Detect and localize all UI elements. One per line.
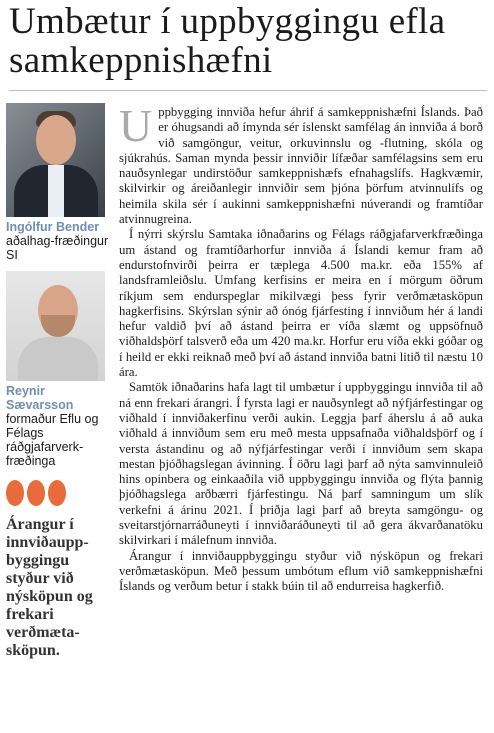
orange-dot-icon <box>27 480 45 506</box>
drop-cap: U <box>119 100 153 151</box>
paragraph-2: Í nýrri skýrslu Samtaka iðnaðarins og Félags ráðgjafarverkfræðinga um ástand og framtíðarhorfur innviða á Íslandi kemur fram að endurstofnvirði þeirra er tæplega 4.500 ma.kr. eða 155% af landsframleiðslu. Umfang kerfisins er meira en í mörgum öðrum ríkjum sem endurspeglar mikilvægi þess fyrir verðmætasköpun hagkerfisins. Skýrslan sýnir að ónóg fjárfesting í innviðum hér á landi hefur valdið því að ástand þeirra er víða slæmt og uppsöfnuð viðhaldsþörf talsverð eða um 420 ma.kr. Horfur eru víða ekki góðar og í heild er ekki reiknað með því að ástand innviða batni litið til næstu 10 ára. <box>119 227 483 380</box>
pullquote-dots <box>6 480 110 506</box>
paragraph-1 <box>119 100 483 227</box>
author-name: Ingólfur Bender <box>6 220 100 234</box>
author-photo-ingolfur <box>6 103 105 217</box>
author-block-1 <box>6 103 110 262</box>
author-block-2 <box>6 271 110 468</box>
paragraph-1-text: ppbygging innviða hefur áhrif á samkeppnishæfni Íslands. Það er óhugsandi að ímynda sér íslenskt samfélag án innviða á borð við samgöngur, veitur, orkuvinnslu og -flutning, skóla og sjúkrahús. Saman mynda þessir innviðir lífæðar samfélagsins sem eru nauðsynlegar undirstöður samkeppnishæfs efnahagslífs. Hagkvæmir, skilvirkir og áreiðanlegir innviðir sem þjóna þörfum atvinnulífs og heimila skila sér í aukinni samkeppnishæfni núverandi og framtíðar atvinnugreina. <box>119 105 483 227</box>
headline: Umbætur í uppbyggingu efla samkeppnishæfni <box>9 1 446 81</box>
paragraph-4: Árangur í innviðauppbyggingu styður við nýsköpun og frekari verðmætasköpun. Með þessum umbótum eflum við samkeppnishæfni Íslands og verðum betur í stakk búin til að endurreisa hagkerfið. <box>119 548 483 594</box>
article-body <box>119 100 483 595</box>
pullquote: Árangur í innviðaupp-byggingu styður við nýsköpun og frekari verðmæta-sköpun. <box>6 516 93 659</box>
headline-rule <box>9 90 487 91</box>
author-photo-reynir <box>6 271 105 381</box>
paragraph-3: Samtök iðnaðarins hafa lagt til umbætur í uppbyggingu innviða til að ná enn frekari árangri. Í fyrsta lagi er nauðsynlegt að nýfjárfestingar og viðhald í innviðakerfinu verði aukin. Leggja þarf áherslu á að auka viðhald á innviðum sem eru með mesta uppsafnaða viðhaldsþörf og í versta ástandinu og að nýfjárfestingar verði í innviðum sem skapa mestan þjóðhagslegan ávinning. Í öðru lagi þarf að nýta samvinnuleið hins opinbera og einkaaðila við uppbyggingu innviða og flýta þannig þjóðhagslega arðbærri fjárfestingu. Ná þarf samningum um slík verkefni á árinu 2021. Í þriðja lagi þarf að breyta samgöngu- og sveitarstjórnarráðuneyti í innviðaráðuneyti til að gera ákvarðanatöku skilvirkari í málefnum innviða. <box>119 380 483 548</box>
author-title: formaður Eflu og Félags ráðgjafarverk-fræðinga <box>6 412 99 468</box>
orange-dot-icon <box>48 480 66 506</box>
author-title: aðalhag-fræðingur SI <box>6 234 109 262</box>
orange-dot-icon <box>6 480 24 506</box>
author-name: Reynir Sævarsson <box>6 384 74 412</box>
sidebar <box>6 103 110 660</box>
